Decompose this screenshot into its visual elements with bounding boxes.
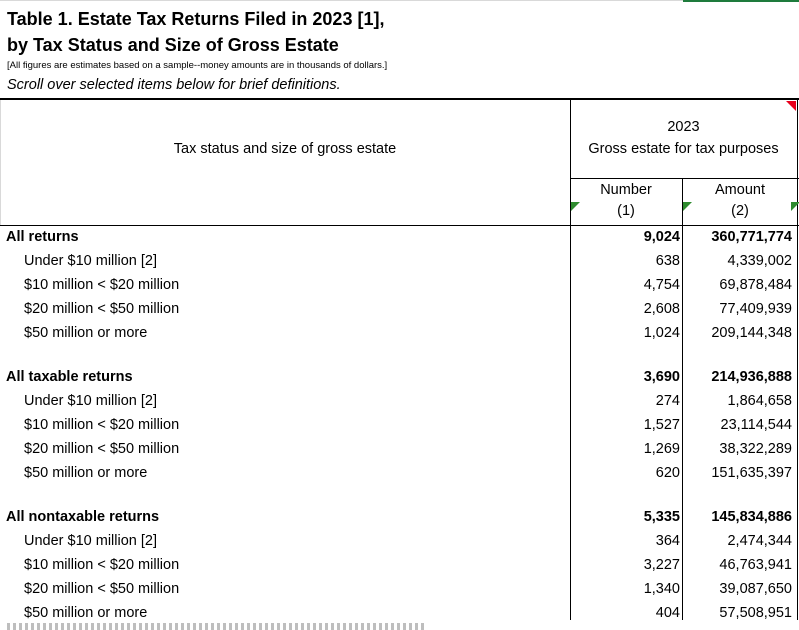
amount-cell: 360,771,774 [711, 229, 792, 245]
year-header: 2023 [667, 119, 700, 135]
column-group-rule [570, 178, 799, 179]
number-cell: 620 [655, 465, 680, 481]
row-label[interactable]: $20 million < $50 million [24, 441, 180, 457]
footnote-cutoff [7, 623, 427, 630]
section-label[interactable]: All nontaxable returns [6, 509, 160, 525]
section-label[interactable]: All returns [6, 229, 79, 245]
table-title-line2: by Tax Status and Size of Gross Estate [7, 35, 339, 55]
amount-cell: 209,144,348 [711, 325, 792, 341]
stub-header[interactable]: Tax status and size of gross estate [173, 141, 397, 157]
number-cell: 3,690 [643, 369, 680, 385]
amount-cell: 4,339,002 [727, 253, 792, 269]
row-label[interactable]: $10 million < $20 million [24, 557, 180, 573]
number-cell: 274 [655, 393, 680, 409]
amount-cell: 39,087,650 [719, 581, 792, 597]
amount-cell: 151,635,397 [711, 465, 792, 481]
section-label[interactable]: All taxable returns [6, 369, 133, 385]
amount-cell: 57,508,951 [719, 605, 792, 621]
top-gridline [0, 0, 799, 1]
number-column-index: (1) [617, 203, 635, 219]
number-cell: 1,340 [643, 581, 680, 597]
number-cell: 1,269 [643, 441, 680, 457]
number-column-header[interactable]: Number [600, 182, 652, 198]
amount-cell: 77,409,939 [719, 301, 792, 317]
table-title-line1: Table 1. Estate Tax Returns Filed in 2023 [1], [7, 9, 385, 29]
number-cell: 1,527 [643, 417, 680, 433]
row-label[interactable]: $10 million < $20 million [24, 417, 180, 433]
comment-marker-icon[interactable] [786, 101, 796, 111]
header-top-rule [0, 98, 799, 100]
row-label[interactable]: $20 million < $50 million [24, 301, 180, 317]
amount-cell: 46,763,941 [719, 557, 792, 573]
scroll-hint: Scroll over selected items below for brief definitions. [7, 77, 341, 93]
row-label[interactable]: $20 million < $50 million [24, 581, 180, 597]
number-cell: 1,024 [643, 325, 680, 341]
left-gridline [0, 100, 1, 225]
row-label[interactable]: $50 million or more [24, 465, 148, 481]
amount-cell: 214,936,888 [711, 369, 792, 385]
number-cell: 2,608 [643, 301, 680, 317]
amount-cell: 145,834,886 [711, 509, 792, 525]
row-label[interactable]: $50 million or more [24, 325, 148, 341]
number-cell: 9,024 [643, 229, 680, 245]
amount-cell: 23,114,544 [720, 417, 792, 433]
amount-cell: 38,322,289 [719, 441, 792, 457]
header-bottom-rule [0, 225, 799, 226]
amount-cell: 1,864,658 [727, 393, 792, 409]
row-label[interactable]: $50 million or more [24, 605, 148, 621]
row-label[interactable]: Under $10 million [2] [24, 533, 157, 549]
right-border [797, 100, 798, 620]
number-cell: 5,335 [643, 509, 680, 525]
amount-cell: 2,474,344 [727, 533, 792, 549]
number-cell: 364 [655, 533, 680, 549]
number-cell: 4,754 [643, 277, 680, 293]
row-label[interactable]: $10 million < $20 million [24, 277, 180, 293]
number-cell: 404 [655, 605, 680, 621]
active-cell-indicator [683, 0, 799, 2]
table-note: [All figures are estimates based on a sample--money amounts are in thousands of dollars.] [7, 60, 388, 71]
amount-column-header[interactable]: Amount [715, 182, 765, 198]
number-cell: 638 [655, 253, 680, 269]
group-header[interactable]: Gross estate for tax purposes [588, 141, 779, 157]
row-label[interactable]: Under $10 million [2] [24, 253, 157, 269]
amount-column-index: (2) [731, 203, 749, 219]
row-label[interactable]: Under $10 million [2] [24, 393, 157, 409]
number-cell: 3,227 [643, 557, 680, 573]
amount-cell: 69,878,484 [719, 277, 792, 293]
